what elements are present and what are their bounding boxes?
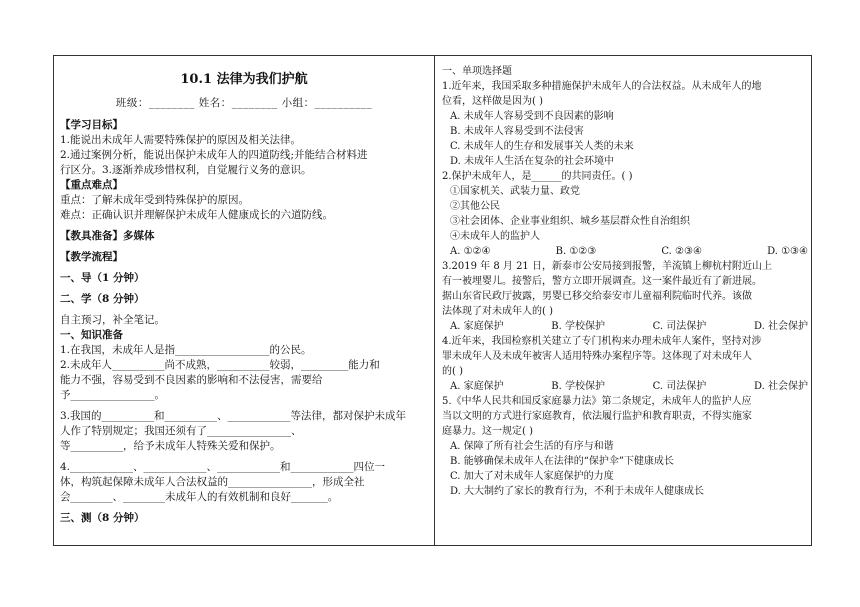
goal-line: 1.能说出未成年人需要特殊保护的原因及相关法律。 bbox=[60, 134, 302, 146]
q4-option-b[interactable]: B. 学校保护 bbox=[551, 381, 605, 392]
goal-line: 行区分。3.逐渐养成珍惜权利，自觉履行义务的意识。 bbox=[60, 164, 312, 176]
knowledge-item-4: 4.____________、____________、____________和____________四位一 bbox=[60, 461, 386, 473]
knowledge-item-4-cont: 会________、________未成年人的有效机制和良好_______。 bbox=[60, 491, 339, 503]
knowledge-item-2-cont: 能力不强，容易受到不良因素的影响和不法侵害，需要给 bbox=[60, 374, 323, 386]
q3-option-b[interactable]: B. 学校保护 bbox=[551, 321, 605, 332]
question-3-cont: 据山东省民政厅披露，男婴已移交给泰安市儿童福利院临时代养。该做 bbox=[442, 291, 752, 302]
q2-item: ②其他公民 bbox=[450, 201, 500, 212]
question-3-cont: 有一被埋婴儿。接警后，警方立即开展调查。这一案件最近有了新进展。 bbox=[442, 276, 762, 287]
q2-option-c[interactable]: C. ②③④ bbox=[661, 246, 702, 257]
q4-option-c[interactable]: C. 司法保护 bbox=[652, 381, 707, 392]
step-guide: 一、导（1 分钟） bbox=[60, 272, 145, 284]
knowledge-item-1: 1.在我国，未成年人是指__________________的公民。 bbox=[60, 344, 312, 356]
knowledge-item-3-cont: 等__________，给予未成年人特殊关爱和保护。 bbox=[60, 440, 281, 452]
key-point: 重点：了解未成年受到特殊保护的原因。 bbox=[60, 194, 249, 206]
question-1: 1.近年来，我国采取多种措施保护未成年人的合法权益。从未成年人的地 bbox=[442, 81, 762, 92]
q3-option-a[interactable]: A. 家庭保护 bbox=[450, 321, 504, 332]
q2-option-a[interactable]: A. ①②④ bbox=[450, 246, 491, 257]
lesson-title: 10.1 法律为我们护航 bbox=[180, 72, 308, 87]
q3-option-d[interactable]: D. 社会保护 bbox=[753, 321, 808, 332]
goals-header: 【学习目标】 bbox=[60, 119, 123, 131]
knowledge-item-4-cont: 体，构筑起保障未成年人合法权益的________________，形成全社 bbox=[60, 476, 365, 488]
step-test: 三、测（8 分钟） bbox=[60, 512, 145, 524]
question-5-cont: 庭暴力。这一规定( ) bbox=[442, 426, 533, 437]
q2-item: ④未成年人的监护人 bbox=[450, 231, 540, 242]
q4-options bbox=[450, 379, 808, 394]
knowledge-item-3: 3.我国的__________和__________、____________等法律，都对保护未成年 bbox=[60, 410, 407, 422]
q1-option-c[interactable]: C. 未成年人的生存和发展事关人类的未来 bbox=[450, 141, 634, 152]
left-column bbox=[60, 66, 428, 526]
section-header: 一、单项选择题 bbox=[442, 66, 512, 77]
question-1-cont: 位看，这样做是因为( ) bbox=[442, 96, 543, 107]
q1-option-b[interactable]: B. 未成年人容易受到不法侵害 bbox=[450, 126, 584, 137]
q5-option-d[interactable]: D. 大大制约了家长的教育行为，不利于未成年人健康成长 bbox=[450, 486, 705, 497]
worksheet bbox=[53, 55, 812, 546]
q2-options bbox=[450, 244, 808, 259]
goal-line: 2.通过案例分析，能说出保护未成年人的四道防线;并能结合材料进 bbox=[60, 149, 368, 161]
column-divider bbox=[434, 56, 435, 545]
question-2: 2.保护未成年人，是______的共同责任。( ) bbox=[442, 171, 633, 182]
q2-item: ③社会团体、企业事业组织、城乡基层群众性自治组织 bbox=[450, 216, 690, 227]
knowledge-item-2: 2.未成年人__________尚不成熟，__________较弱，_________能力和 bbox=[60, 359, 380, 371]
q1-option-a[interactable]: A. 未成年人容易受到不良因素的影响 bbox=[450, 111, 614, 122]
q1-option-d[interactable]: D. 未成年人生活在复杂的社会环境中 bbox=[450, 156, 615, 167]
question-4-cont: 的( ) bbox=[442, 366, 463, 377]
right-column bbox=[442, 64, 808, 499]
difficult-point: 难点：正确认识并理解保护未成年人健康成长的六道防线。 bbox=[60, 209, 333, 221]
self-study-note: 自主预习，补全笔记。 bbox=[60, 314, 165, 326]
q4-option-d[interactable]: D. 社会保护 bbox=[753, 381, 808, 392]
q5-option-a[interactable]: A. 保障了所有社会生活的有序与和谐 bbox=[450, 441, 614, 452]
flow-header: 【教学流程】 bbox=[60, 251, 123, 263]
knowledge-item-2-cont: 予________________。 bbox=[60, 389, 165, 401]
tools-line: 【教具准备】多媒体 bbox=[60, 230, 155, 242]
q3-option-c[interactable]: C. 司法保护 bbox=[652, 321, 707, 332]
q2-option-d[interactable]: D. ①③④ bbox=[767, 246, 808, 257]
question-5: 5.《中华人民共和国反家庭暴力法》第二条规定，未成年人的监护人应 bbox=[442, 396, 752, 407]
q3-options bbox=[450, 319, 808, 334]
q4-option-a[interactable]: A. 家庭保护 bbox=[450, 381, 504, 392]
knowledge-item-3-cont: 人作了特别规定；我国还须有了________________、 bbox=[60, 425, 302, 437]
knowledge-header: 一、知识准备 bbox=[60, 329, 123, 341]
question-4: 4.近年来，我国检察机关建立了专门机构来办理未成年人案件，坚持对涉 bbox=[442, 336, 762, 347]
q5-option-c[interactable]: C. 加大了对未成年人家庭保护的力度 bbox=[450, 471, 614, 482]
q2-item: ①国家机关、武装力量、政党 bbox=[450, 186, 580, 197]
question-4-cont: 罪未成年人及未成年被害人适用特殊办案程序等。这体现了对未成年人 bbox=[442, 351, 752, 362]
question-5-cont: 当以文明的方式进行家庭教育，依法履行监护和教育职责，不得实施家 bbox=[442, 411, 752, 422]
step-learn: 二、学（8 分钟） bbox=[60, 293, 145, 305]
question-3: 3.2019 年 8 月 21 日，新泰市公安局接到报警，羊流镇上柳杭村附近山上 bbox=[442, 261, 772, 272]
question-3-cont: 法体现了对未成年人的( ) bbox=[442, 306, 553, 317]
keypoints-header: 【重点难点】 bbox=[60, 179, 123, 191]
q5-option-b[interactable]: B. 能够确保未成年人在法律的“保护伞”下健康成长 bbox=[450, 456, 674, 467]
student-info-line: 班级：________ 姓名：________ 小组：__________ bbox=[115, 97, 373, 109]
q2-option-b[interactable]: B. ①②③ bbox=[555, 246, 597, 257]
